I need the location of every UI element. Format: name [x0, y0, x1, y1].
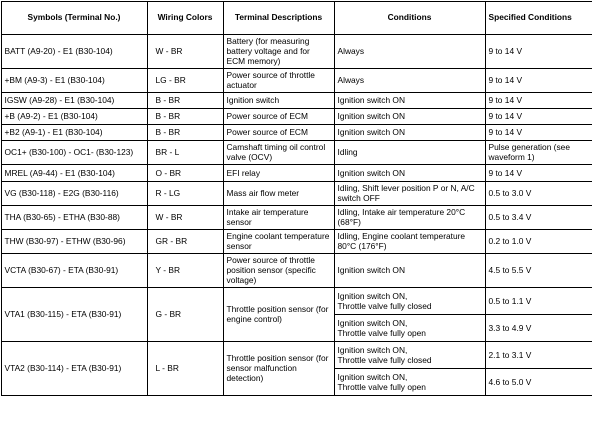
cell-wiring-color: B - BR [147, 124, 223, 140]
cell-description: Power source of ECM [223, 108, 334, 124]
cell-wiring-color: B - BR [147, 108, 223, 124]
cell-condition: Idling, Engine coolant temperature 80°C (176°F) [334, 229, 485, 253]
cell-wiring-color: Y - BR [147, 253, 223, 287]
cell-wiring-color: BR - L [147, 140, 223, 164]
cell-condition: Idling, Intake air temperature 20°C (68°F) [334, 205, 485, 229]
table-row [1, 108, 592, 124]
table-row [1, 341, 592, 368]
header-specified-conditions: Specified Conditions [485, 1, 592, 34]
header-symbols: Symbols (Terminal No.) [1, 1, 147, 34]
table-row [1, 140, 592, 164]
cell-specified: 4.5 to 5.5 V [485, 253, 592, 287]
header-row [1, 1, 592, 34]
cell-condition [334, 341, 485, 368]
cell-wiring-color: G - BR [147, 287, 223, 341]
table-row [1, 229, 592, 253]
cell-specified: 4.6 to 5.0 V [485, 368, 592, 395]
condition-line: Ignition switch ON, Throttle valve fully open [338, 372, 426, 392]
cell-symbol: MREL (A9-44) - E1 (B30-104) [1, 164, 147, 181]
condition-line: Ignition switch ON, Throttle valve fully open [338, 318, 426, 338]
condition-line: Ignition switch ON, Throttle valve fully closed [338, 345, 432, 365]
cell-symbol: VG (B30-118) - E2G (B30-116) [1, 181, 147, 205]
cell-symbol: BATT (A9-20) - E1 (B30-104) [1, 34, 147, 68]
table-row [1, 92, 592, 108]
cell-condition: Ignition switch ON [334, 92, 485, 108]
cell-description: EFI relay [223, 164, 334, 181]
cell-specified: 9 to 14 V [485, 108, 592, 124]
cell-wiring-color: B - BR [147, 92, 223, 108]
table-row [1, 287, 592, 314]
cell-wiring-color: O - BR [147, 164, 223, 181]
cell-description: Power source of throttle actuator [223, 68, 334, 92]
cell-symbol: +B (A9-2) - E1 (B30-104) [1, 108, 147, 124]
cell-condition: Ignition switch ON [334, 108, 485, 124]
cell-specified: 0.5 to 3.0 V [485, 181, 592, 205]
cell-condition: Idling, Shift lever position P or N, A/C switch OFF [334, 181, 485, 205]
cell-symbol: THA (B30-65) - ETHA (B30-88) [1, 205, 147, 229]
cell-description: Engine coolant temperature sensor [223, 229, 334, 253]
cell-symbol: OC1+ (B30-100) - OC1- (B30-123) [1, 140, 147, 164]
cell-description: Throttle position sensor (for sensor malfunction detection) [223, 341, 334, 395]
table-row [1, 253, 592, 287]
table-row [1, 68, 592, 92]
cell-condition [334, 314, 485, 341]
header-wiring-colors: Wiring Colors [147, 1, 223, 34]
cell-description: Battery (for measuring battery voltage and for ECM memory) [223, 34, 334, 68]
cell-condition: Ignition switch ON [334, 164, 485, 181]
cell-specified: 0.5 to 3.4 V [485, 205, 592, 229]
cell-wiring-color: W - BR [147, 34, 223, 68]
cell-description: Camshaft timing oil control valve (OCV) [223, 140, 334, 164]
cell-description: Power source of throttle position sensor (specific voltage) [223, 253, 334, 287]
cell-condition: Ignition switch ON [334, 253, 485, 287]
table-row [1, 124, 592, 140]
cell-description: Power source of ECM [223, 124, 334, 140]
terminal-spec-table [1, 1, 592, 396]
header-terminal-descriptions: Terminal Descriptions [223, 1, 334, 34]
header-conditions: Conditions [334, 1, 485, 34]
table-row [1, 205, 592, 229]
cell-specified: 2.1 to 3.1 V [485, 341, 592, 368]
cell-specified: 9 to 14 V [485, 68, 592, 92]
cell-specified: 9 to 14 V [485, 124, 592, 140]
cell-specified: 9 to 14 V [485, 92, 592, 108]
cell-symbol: +BM (A9-3) - E1 (B30-104) [1, 68, 147, 92]
table-row [1, 34, 592, 68]
cell-condition: Idling [334, 140, 485, 164]
table-row [1, 181, 592, 205]
cell-specified: 9 to 14 V [485, 164, 592, 181]
cell-condition: Always [334, 68, 485, 92]
cell-description: Throttle position sensor (for engine control) [223, 287, 334, 341]
cell-wiring-color: R - LG [147, 181, 223, 205]
cell-description: Mass air flow meter [223, 181, 334, 205]
cell-symbol: THW (B30-97) - ETHW (B30-96) [1, 229, 147, 253]
cell-specified: 3.3 to 4.9 V [485, 314, 592, 341]
cell-symbol: VCTA (B30-67) - ETA (B30-91) [1, 253, 147, 287]
cell-wiring-color: GR - BR [147, 229, 223, 253]
cell-specified: 0.5 to 1.1 V [485, 287, 592, 314]
cell-description: Ignition switch [223, 92, 334, 108]
cell-condition [334, 287, 485, 314]
cell-condition: Always [334, 34, 485, 68]
cell-description: Intake air temperature sensor [223, 205, 334, 229]
cell-condition: Ignition switch ON [334, 124, 485, 140]
table-row [1, 164, 592, 181]
cell-wiring-color: L - BR [147, 341, 223, 395]
cell-condition [334, 368, 485, 395]
cell-wiring-color: W - BR [147, 205, 223, 229]
condition-line: Ignition switch ON, Throttle valve fully closed [338, 291, 432, 311]
cell-symbol: +B2 (A9-1) - E1 (B30-104) [1, 124, 147, 140]
cell-symbol: VTA1 (B30-115) - ETA (B30-91) [1, 287, 147, 341]
cell-specified: 9 to 14 V [485, 34, 592, 68]
cell-specified: Pulse generation (see waveform 1) [485, 140, 592, 164]
cell-wiring-color: LG - BR [147, 68, 223, 92]
cell-specified: 0.2 to 1.0 V [485, 229, 592, 253]
cell-symbol: VTA2 (B30-114) - ETA (B30-91) [1, 341, 147, 395]
cell-symbol: IGSW (A9-28) - E1 (B30-104) [1, 92, 147, 108]
